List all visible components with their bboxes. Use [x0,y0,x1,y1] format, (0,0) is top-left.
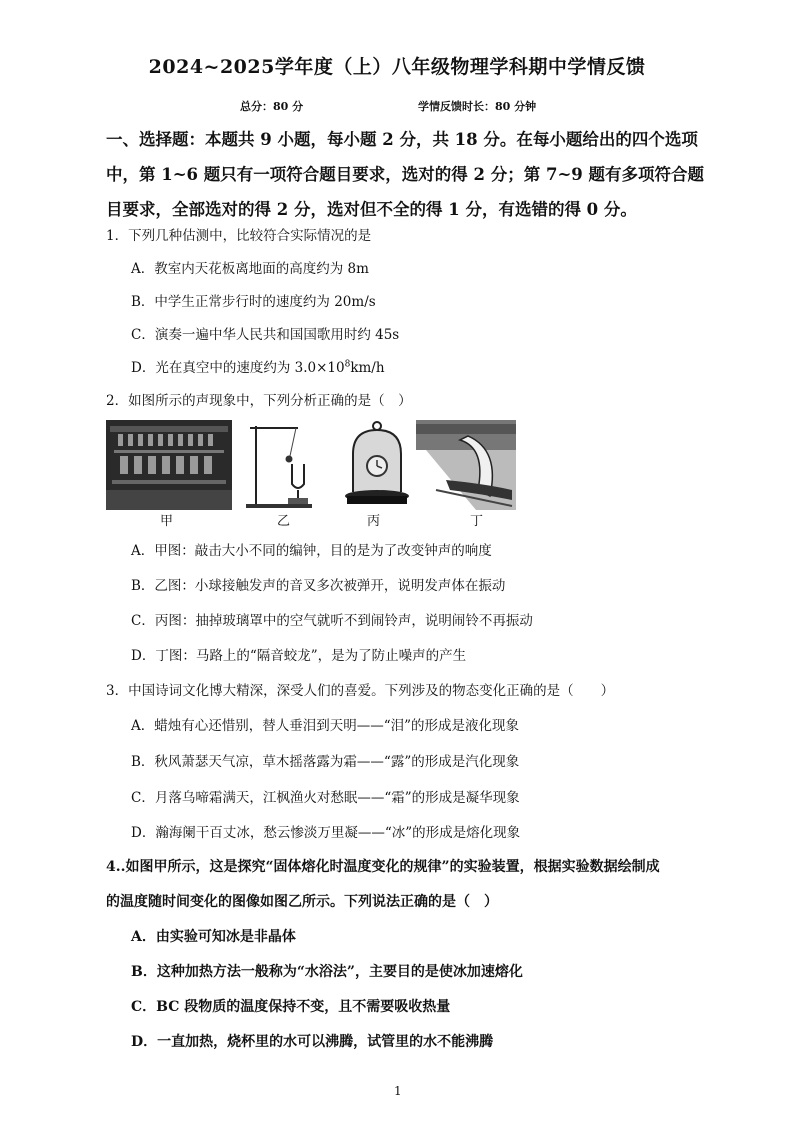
option-d-text: D．光在真空中的速度约为 3.0×10 [131,360,345,376]
question-2-option-d: D．丁图：马路上的“隔音蛟龙”，是为了防止噪声的产生 [131,648,467,664]
question-1-option-b: B．中学生正常步行时的速度约为 20m/s [131,294,376,310]
question-2-option-b: B．乙图：小球接触发声的音叉多次被弹开，说明发声体在振动 [131,578,506,594]
figure-label-jia: 甲 [160,514,174,529]
question-4-stem-line2: 的温度随时间变化的图像如图乙所示。下列说法正确的是（ ） [106,894,498,910]
question-3-option-c: C．月落乌啼霜满天，江枫渔火对愁眠——“霜”的形成是凝华现象 [131,790,520,806]
question-4-option-a: A．由实验可知冰是非晶体 [131,929,296,945]
figure-noise-barrier [416,420,516,510]
question-4-option-b: B．这种加热方法一般称为“水浴法”，主要目的是使冰加速熔化 [131,964,523,980]
question-4-stem-line1: 4..如图甲所示，这是探究“固体熔化时温度变化的规律”的实验装置，根据实验数据绘制成 [106,859,660,875]
question-1-option-d [131,356,385,376]
figure-bell-jar [343,420,411,510]
question-3-option-d: D．瀚海阑干百丈冰，愁云惨淡万里凝——“冰”的形成是熔化现象 [131,825,521,841]
figure-label-bing: 丙 [367,514,381,529]
question-2-stem: 2．如图所示的声现象中，下列分析正确的是（ ） [106,393,412,409]
question-1-option-a: A．教室内天花板离地面的高度约为 8m [131,261,369,277]
question-3-option-b: B．秋风萧瑟天气凉，草木摇落露为霜——“露”的形成是汽化现象 [131,754,520,770]
figure-label-ding: 丁 [470,514,484,529]
figure-tuning-fork [240,420,318,510]
figure-chime-bells [106,420,232,510]
question-4-option-c: C．BC 段物质的温度保持不变，且不需要吸收热量 [131,999,451,1015]
question-1-stem: 1．下列几种估测中，比较符合实际情况的是 [106,228,372,244]
page-number: 1 [394,1084,402,1098]
page-title: 2024~2025学年度（上）八年级物理学科期中学情反馈 [148,56,646,78]
option-d-unit: km/h [350,360,385,376]
exam-duration: 学情反馈时长：80 分钟 [418,100,537,113]
question-2-option-c: C．丙图：抽掉玻璃罩中的空气就听不到闹铃声，说明闹铃不再振动 [131,613,533,629]
question-3-stem: 3．中国诗词文化博大精深，深受人们的喜爱。下列涉及的物态变化正确的是（ ） [106,683,615,699]
total-score: 总分：80 分 [240,100,304,113]
section-instructions: 一、选择题：本题共 9 小题，每小题 2 分，共 18 分。在每小题给出的四个选项中，第 1~6 题只有一项符合题目要求，选对的得 2 分；第 7~9 题有多项符合题目要求，全部选对的得 2 分，选对但不全的得 1 分，有选错的得 0 分。 [106,130,705,219]
figure-label-yi: 乙 [277,514,291,529]
question-3-option-a: A．蜡烛有心还惜别，替人垂泪到天明——“泪”的形成是液化现象 [131,718,520,734]
question-4-option-d: D．一直加热，烧杯里的水可以沸腾，试管里的水不能沸腾 [131,1034,494,1050]
option-d-exponent: 8 [344,359,351,370]
question-1-option-c: C．演奏一遍中华人民共和国国歌用时约 45s [131,327,400,343]
question-2-option-a: A．甲图：敲击大小不同的编钟，目的是为了改变钟声的响度 [131,543,492,559]
